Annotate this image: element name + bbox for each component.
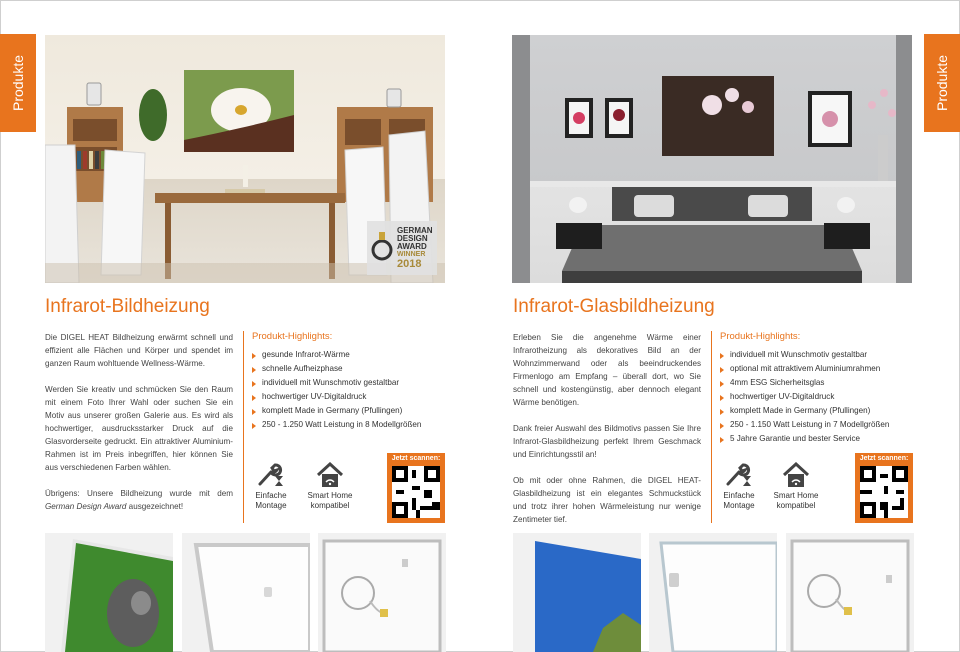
right-body-text: [513, 331, 701, 539]
list-item: individuell mit Wunschmotiv gestaltbar: [252, 376, 442, 390]
right-feature-smarthome-line1: Smart Home: [773, 491, 819, 500]
smart-home-icon: [316, 462, 344, 488]
smart-home-icon: [782, 462, 810, 488]
left-feature-smarthome-line2: kompatibel: [310, 501, 350, 510]
thumbnail-glasbildheizung-mount: [649, 533, 777, 652]
right-paragraph-2: Dank freier Auswahl des Bildmotivs passen Sie Ihre Infrarot-Glasbildheizung perfekt Ihrem Geschmack und Einrichtungsstil an!: [513, 424, 701, 459]
list-item: schnelle Aufheizphase: [252, 362, 442, 376]
award-line-1: GERMAN: [397, 225, 433, 235]
left-closing-suffix: ausgezeichnet!: [126, 502, 184, 511]
left-feature-montage: [246, 462, 296, 511]
list-item: komplett Made in Germany (Pfullingen): [720, 404, 910, 418]
left-qr-box[interactable]: [387, 453, 445, 523]
right-section-title: Infrarot-Glasbildheizung: [513, 296, 715, 317]
hero-image-bedroom: [512, 35, 912, 283]
list-item: 250 - 1.150 Watt Leistung in 7 Modellgrößen: [720, 418, 910, 432]
thumbnail-bildheizung-frame-detail: [182, 533, 310, 652]
left-closing-award-name: German Design Award: [45, 502, 127, 511]
hero-image-dining-room: [45, 35, 445, 283]
left-body-text: [45, 331, 233, 526]
list-item: 4mm ESG Sicherheitsglas: [720, 376, 910, 390]
award-line-3: AWARD: [397, 241, 427, 251]
right-highlights-title: Produkt-Highlights:: [720, 331, 801, 342]
award-line-5: 2018: [397, 257, 422, 270]
right-qr-box[interactable]: [855, 453, 913, 523]
award-line-2: DESIGN: [397, 233, 428, 243]
thumbnail-glasbildheizung-edge: [513, 533, 641, 652]
side-tab-left: [0, 34, 36, 132]
left-closing-prefix: Übrigens: Unsere Bildheizung wurde mit dem: [45, 489, 233, 498]
award-trophy-icon: [371, 228, 393, 268]
list-item: gesunde Infrarot-Wärme: [252, 348, 442, 362]
thumbnail-bildheizung-back: [318, 533, 446, 652]
award-line-4: WINNER: [397, 250, 426, 258]
left-qr-label: Jetzt scannen:: [391, 455, 441, 462]
list-item: optional mit attraktivem Aluminiumrahmen: [720, 362, 910, 376]
thumbnail-bildheizung-frame-corner: [45, 533, 173, 652]
left-feature-smarthome: [302, 462, 358, 511]
right-paragraph-1: Erleben Sie die angenehme Wärme einer Infrarotheizung als dekoratives Bild an der Wohnzimmerwand oder als beeindruckendes Firmenlogo am Empfang – überall dort, wo Sie schnell und kostengünstig, aber dennoch elegant Wärme benötigen.: [513, 333, 701, 407]
list-item: komplett Made in Germany (Pfullingen): [252, 404, 442, 418]
right-feature-montage-line1: Einfache: [723, 491, 755, 500]
left-highlights-list: [252, 348, 442, 432]
side-tab-right: [924, 34, 960, 132]
left-paragraph-closing: [45, 487, 233, 513]
list-item: hochwertiger UV-Digitaldruck: [252, 390, 442, 404]
right-feature-smarthome: [768, 462, 824, 511]
right-feature-smarthome-line2: kompatibel: [776, 501, 816, 510]
left-section-title: Infrarot-Bildheizung: [45, 296, 210, 317]
left-highlights-title: Produkt-Highlights:: [252, 331, 333, 342]
german-design-award-badge: [367, 221, 437, 275]
left-feature-montage-line2: Montage: [255, 501, 287, 510]
left-paragraph-2: Werden Sie kreativ und schmücken Sie den Raum mit einem Foto Ihrer Wahl oder suchen Sie ein Motiv aus unserer großen Galerie aus. Es wird als hochwertiger, ausdrucksstarker Druck auf die Glasvorderseite gedruckt. Ein attraktiver Aluminium-Rahmen ist im Preis inbegriffen, hier können Sie aus verschiedenen Farben wählen.: [45, 385, 233, 472]
qr-code-icon[interactable]: [860, 466, 908, 518]
right-highlights-list: [720, 348, 910, 446]
left-feature-smarthome-line1: Smart Home: [307, 491, 353, 500]
right-feature-montage-line2: Montage: [723, 501, 755, 510]
list-item: 5 Jahre Garantie und bester Service: [720, 432, 910, 446]
wrench-hourglass-icon: [257, 462, 285, 488]
left-feature-montage-line1: Einfache: [255, 491, 287, 500]
right-qr-label: Jetzt scannen:: [859, 455, 909, 462]
side-tab-left-label: Produkte: [10, 54, 27, 112]
thumbnail-glasbildheizung-back: [786, 533, 914, 652]
left-paragraph-1: Die DIGEL HEAT Bildheizung erwärmt schnell und effizient alle Flächen und Körper und spendet im ganzen Raum wohltuende Wellness-Wärme.: [45, 333, 233, 368]
qr-code-icon[interactable]: [392, 466, 440, 518]
list-item: 250 - 1.250 Watt Leistung in 8 Modellgrößen: [252, 418, 442, 432]
right-paragraph-3: Ob mit oder ohne Rahmen, die DIGEL HEAT-Glasbildheizung ist ein elegantes Schmuckstück und trotz ihrer hohen Wärmeleistung nur wenige Zentimeter tief.: [513, 476, 701, 524]
list-item: hochwertiger UV-Digitaldruck: [720, 390, 910, 404]
side-tab-right-label: Produkte: [934, 54, 951, 112]
list-item: individuell mit Wunschmotiv gestaltbar: [720, 348, 910, 362]
wrench-hourglass-icon: [725, 462, 753, 488]
right-feature-montage: [714, 462, 764, 511]
